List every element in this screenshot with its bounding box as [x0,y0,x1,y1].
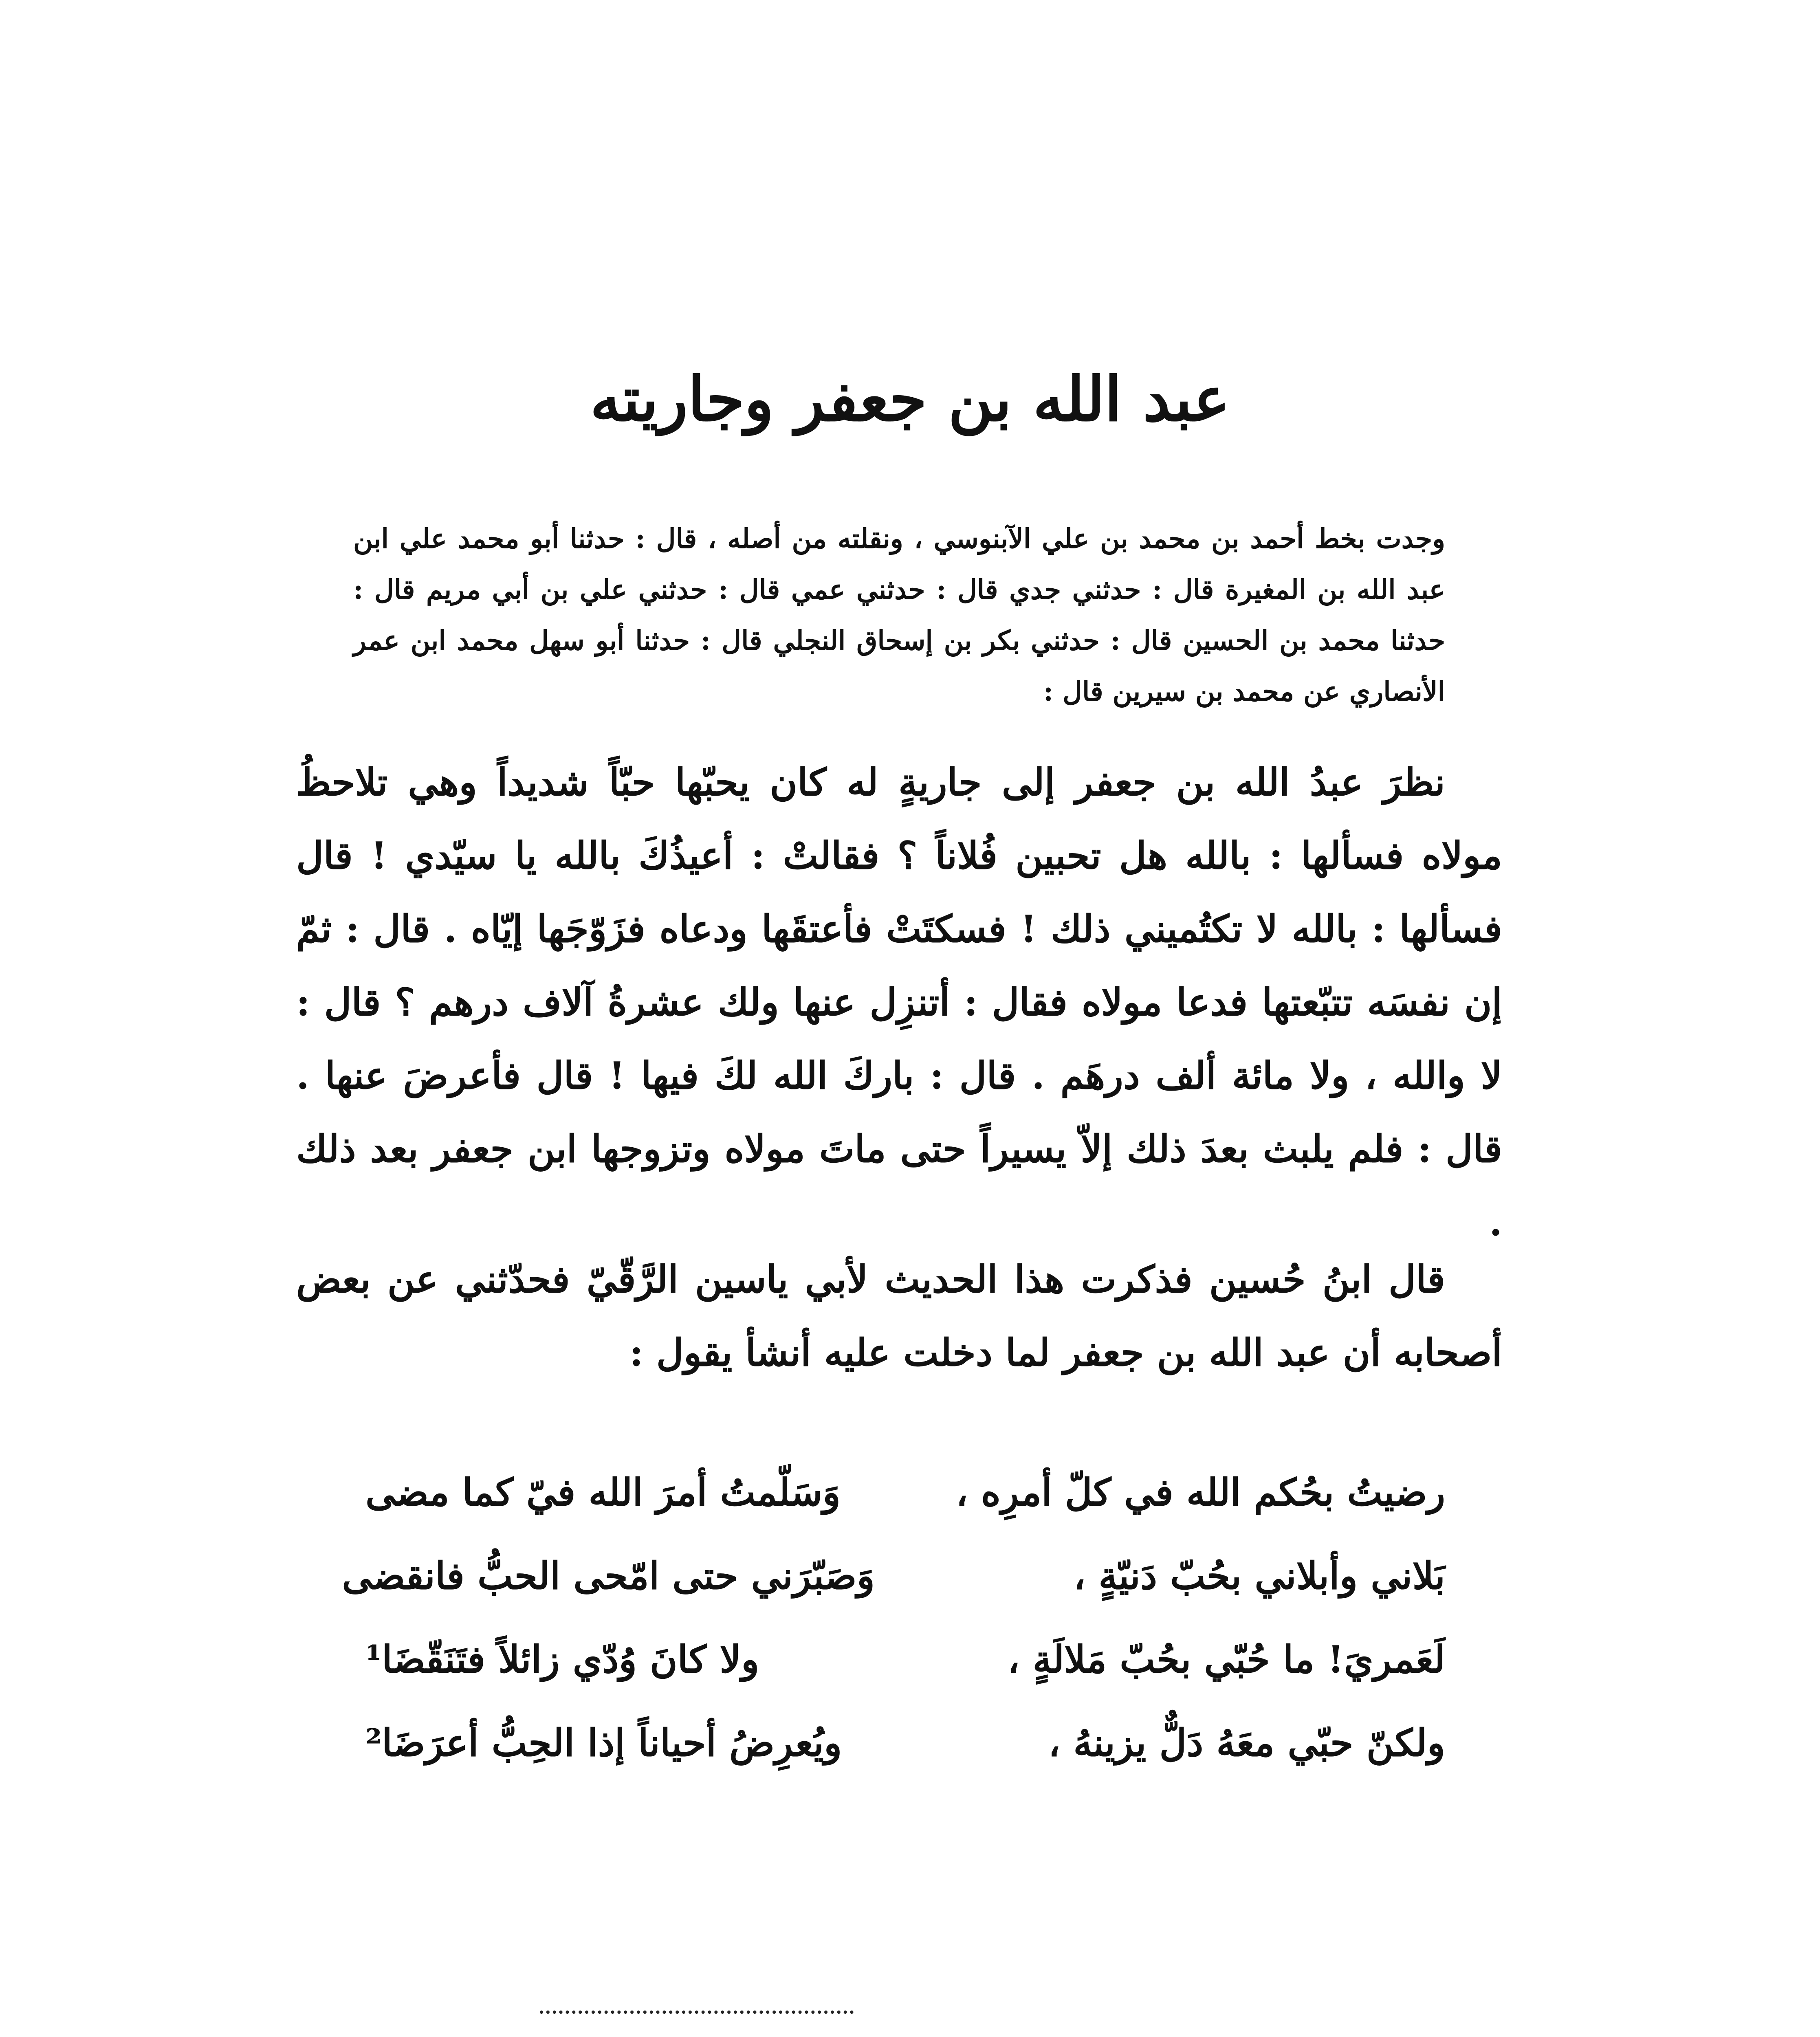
verse-second-hemistich: ولا كانَ وُدّي زائلاً فتَنَقّضَا¹ [365,1637,759,1681]
footnote-divider [540,2011,854,2014]
verse-line [365,1701,1445,1784]
isnad-paragraph: وجدت بخط أحمد بن محمد بن علي الآبنوسي ، ونقلته من أصله ، قال : حدثنا أبو محمد علي ابن عبد الله بن المغيرة قال : حدثني جدي قال : حدثني عمي قال : حدثني علي بن أبي مريم قال : حدثنا محمد بن الحسين قال : حدثني بكر بن إسحاق النجلي قال : حدثنا أبو سهل محمد ابن عمر الأنصاري عن محمد بن سيرين قال : [353,523,1445,707]
verse-second-hemistich: وَصَبّرَني حتى امّحى الحبُّ فانقضى [342,1553,875,1598]
verse-second-hemistich: ويُعرِضُ أحياناً إذا الحِبُّ أعرَضَا² [365,1720,842,1765]
verse-first-hemistich: بَلاني وأبلاني بحُبّ دَنيّةٍ ، [1073,1553,1445,1598]
poem-verses [342,1450,1445,1784]
body-paragraph-1: نظرَ عبدُ الله بن جعفر إلى جاريةٍ له كان يحبّها حبّاً شديداً وهي تلاحظُ مولاه فسألها : بالله هل تحبين فُلاناً ؟ فقالتْ : أعيذُكَ بالله يا سيّدي ! قال فسألها : بالله لا تكتُميني ذلك ! فسكتَتْ فأعتقَها ودعاه فزَوّجَها إيّاه . قال : ثمّ إن نفسَه تتبّعتها فدعا مولاه فقال : أتنزِل عنها ولك عشرةُ آلاف درهم ؟ قال : لا والله ، ولا مائة ألف درهَم . قال : باركَ الله لكَ فيها ! قال فأعرضَ عنها . قال : فلم يلبث بعدَ ذلك إلاّ يسيراً حتى ماتَ مولاه وتزوجها ابن جعفر بعد ذلك . [296,760,1502,1244]
verse-first-hemistich: ولكنّ حبّي معَهُ دَلٌّ يزينهُ ، [1048,1720,1445,1765]
verse-line [365,1617,1445,1701]
verse-first-hemistich: رضيتُ بحُكم الله في كلّ أمرِه ، [956,1470,1445,1514]
verse-line [342,1534,1445,1617]
verse-first-hemistich: لَعَمريَ! ما حُبّي بحُبّ مَلالَةٍ ، [1007,1637,1445,1681]
body-paragraph-2: قال ابنُ حُسين فذكرت هذا الحديث لأبي ياسين الرَّقّيّ فحدّثني عن بعض أصحابه أن عبد الله بن جعفر لما دخلت عليه أنشأ يقول : [296,1257,1502,1375]
verse-second-hemistich: وَسَلّمتُ أمرَ الله فيّ كما مضى [365,1470,841,1514]
chapter-title: عبد الله بن جعفر وجاريته [590,363,1230,435]
verse-line [365,1450,1445,1534]
